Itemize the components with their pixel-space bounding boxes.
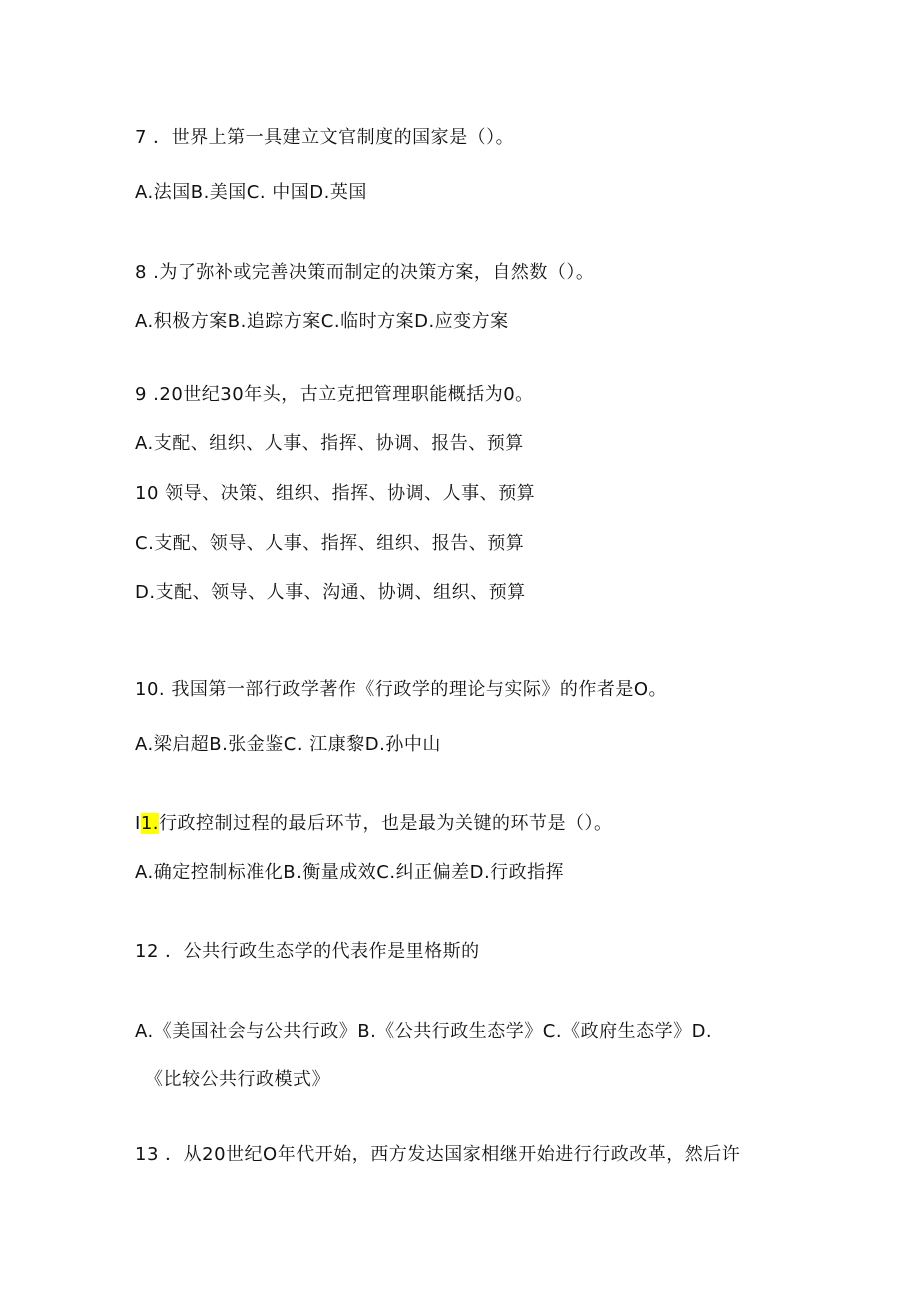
question-9-option-d: D.支配、领导、人事、沟通、协调、组织、预算 (135, 582, 526, 603)
question-7: 7 ．世界上第一具建立文官制度的国家是（）。 (135, 127, 515, 148)
question-12-options: A.《美国社会与公共行政》B.《公共行政生态学》C.《政府生态学》D. (135, 1021, 713, 1042)
question-9: 9 .20世纪30年头，古立克把管理职能概括为0。 (135, 384, 534, 405)
question-8: 8 .为了弥补或完善决策而制定的决策方案，自然数（）。 (135, 262, 595, 283)
question-12: 12 ．公共行政生态学的代表作是里格斯的 (135, 941, 480, 962)
question-11-options: A.确定控制标准化B.衡量成效C.纠正偏差D.行政指挥 (135, 862, 565, 883)
question-8-options: A.积极方案B.追踪方案C.临时方案D.应变方案 (135, 311, 509, 332)
question-9-option-c: C.支配、领导、人事、指挥、组织、报告、预算 (135, 533, 525, 554)
question-12-options-continued: 《比较公共行政模式》 (145, 1069, 330, 1090)
question-10: 10. 我国第一部行政学著作《行政学的理论与实际》的作者是O。 (135, 679, 668, 700)
question-11 (135, 812, 613, 836)
question-9-option-b: 10 领导、决策、组织、指挥、协调、人事、预算 (135, 483, 536, 504)
question-13: 13 ．从20世纪O年代开始，西方发达国家相继开始进行行政改革，然后许 (135, 1144, 741, 1165)
question-7-options: A.法国B.美国C. 中国D.英国 (135, 182, 367, 203)
question-9-option-a: A.支配、组织、人事、指挥、协调、报告、预算 (135, 433, 524, 454)
question-10-options: A.梁启超B.张金鉴C. 江康黎D.孙中山 (135, 734, 441, 755)
question-11-prefix: I (135, 813, 141, 834)
highlighted-number: 1. (140, 813, 159, 834)
question-11-text: 行政控制过程的最后环节，也是最为关键的环节是（）。 (159, 813, 613, 834)
